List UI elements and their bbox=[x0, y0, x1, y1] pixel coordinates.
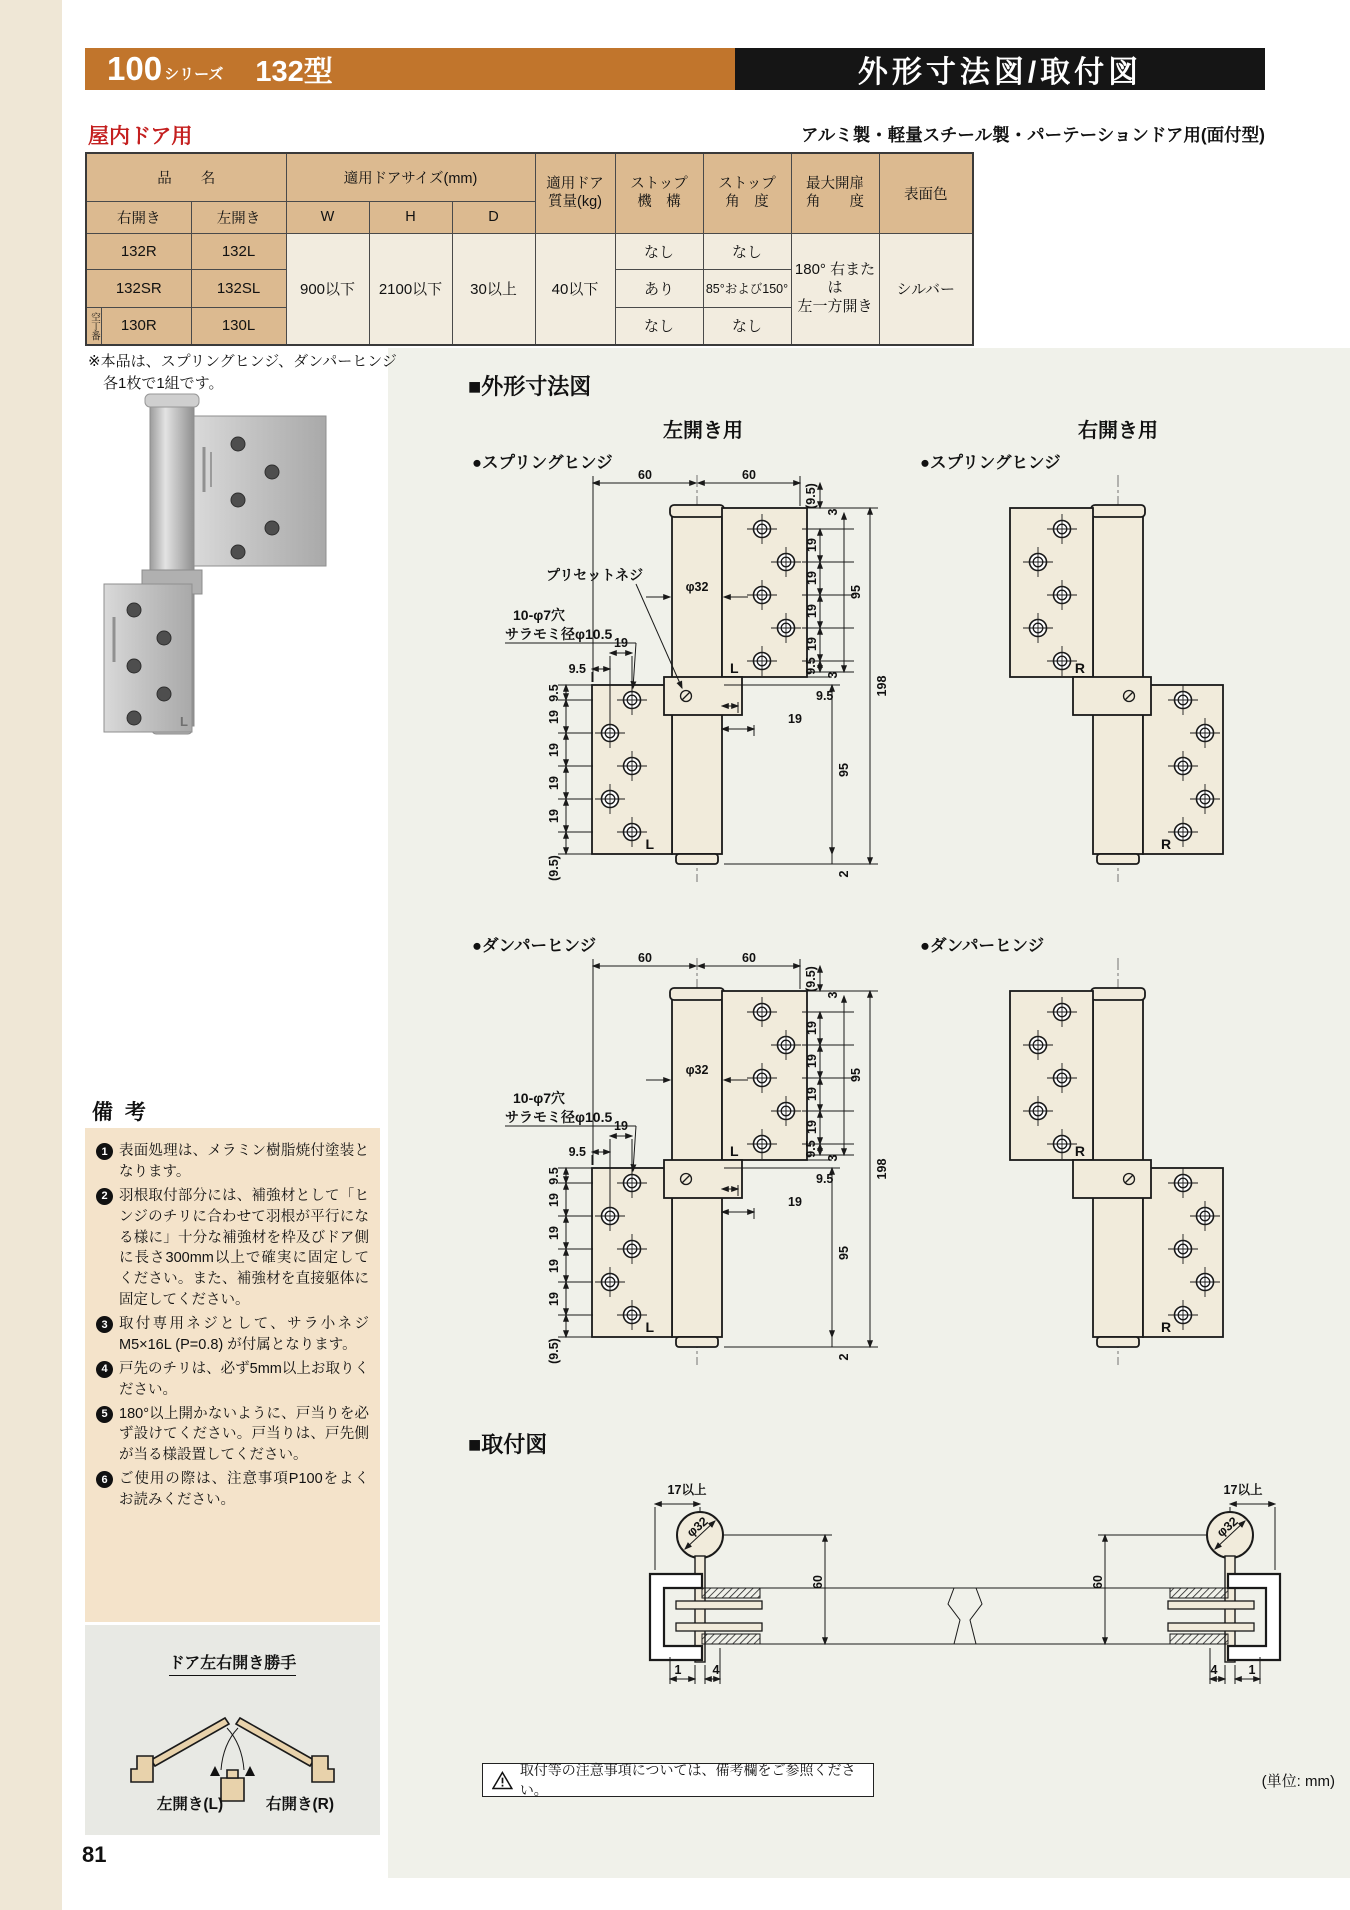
svg-text:19: 19 bbox=[805, 1087, 819, 1101]
svg-text:1: 1 bbox=[1248, 1663, 1256, 1677]
svg-text:95: 95 bbox=[837, 763, 851, 777]
page-title: 外形寸法図/取付図 bbox=[735, 48, 1265, 90]
stop-mech-cell: なし bbox=[615, 233, 703, 269]
svg-text:9.5: 9.5 bbox=[547, 1167, 561, 1185]
drawing-damper-right bbox=[995, 953, 1245, 1383]
svg-text:19: 19 bbox=[547, 710, 561, 724]
svg-text:19: 19 bbox=[805, 1021, 819, 1035]
svg-text:19: 19 bbox=[547, 1226, 561, 1240]
stop-angle-cell: なし bbox=[703, 307, 791, 345]
series-banner bbox=[85, 48, 735, 90]
stop-mech-cell: あり bbox=[615, 269, 703, 307]
svg-text:φ32: φ32 bbox=[685, 1063, 709, 1077]
hand-mark: R bbox=[1074, 1143, 1085, 1159]
table-row bbox=[86, 233, 973, 269]
color-cell: シルバー bbox=[879, 233, 973, 345]
svg-text:9.5: 9.5 bbox=[816, 689, 834, 703]
material-label: アルミ製・軽量スチール製・パーテーションドア用(面付型) bbox=[800, 125, 1265, 145]
hand-mark: L bbox=[730, 1143, 739, 1159]
left-open-column-title: 左開き用 bbox=[663, 420, 743, 442]
hand-mark: L bbox=[645, 836, 654, 852]
stop-angle-cell: なし bbox=[703, 233, 791, 269]
spring-hinge-label-left: ●スプリングヒンジ bbox=[472, 454, 613, 472]
svg-text:19: 19 bbox=[805, 1054, 819, 1068]
size-h-cell: 2100以下 bbox=[369, 233, 452, 345]
hand-mark: R bbox=[1161, 1319, 1172, 1335]
dim-label: φ32 bbox=[685, 580, 709, 594]
col-header-weight: 適用ドア 質量(kg) bbox=[535, 153, 615, 233]
spring-hinge-label-right: ●スプリングヒンジ bbox=[920, 454, 1061, 472]
svg-text:3: 3 bbox=[826, 1154, 840, 1162]
svg-text:φ32: φ32 bbox=[1214, 1514, 1241, 1540]
install-diagram-left bbox=[590, 1482, 990, 1707]
dim-label: 60 bbox=[638, 470, 652, 482]
col-header-left-open: 左開き bbox=[191, 201, 286, 233]
holes-label2: サラモミ径φ10.5 bbox=[505, 1109, 613, 1125]
warning-icon bbox=[492, 1771, 513, 1790]
model-cell: 空丁番 130R bbox=[86, 307, 191, 345]
svg-text:19: 19 bbox=[547, 1292, 561, 1306]
remark-item: 2 羽根取付部分には、補強材として「ヒンジのチリに合わせて羽根が平行になる様に」十分な補強材を枠及びドア側に長さ300mm以上で確実に固定してください。また、補強材を直接躯体に固定してください。 bbox=[96, 1186, 369, 1311]
col-header-color: 表面色 bbox=[879, 153, 973, 233]
svg-text:19: 19 bbox=[547, 743, 561, 757]
col-header-size: 適用ドアサイズ(mm) bbox=[286, 153, 535, 201]
weight-cell: 40以下 bbox=[535, 233, 615, 345]
svg-text:95: 95 bbox=[849, 585, 863, 599]
install-section-title: ■取付図 bbox=[468, 1432, 548, 1457]
svg-text:9.5: 9.5 bbox=[816, 1172, 834, 1186]
hand-mark: L bbox=[730, 660, 739, 676]
right-open-label: 右開き(R) bbox=[265, 1796, 335, 1813]
damper-hinge-label-left: ●ダンパーヒンジ bbox=[472, 937, 597, 955]
svg-text:95: 95 bbox=[837, 1246, 851, 1260]
left-open-label: 左開き(L) bbox=[156, 1796, 224, 1813]
holes-label: 10-φ7穴 bbox=[513, 1090, 566, 1106]
door-swing-diagram bbox=[85, 1682, 380, 1832]
model-number: 132型 bbox=[255, 55, 333, 88]
holes-label: 10-φ7穴 bbox=[513, 607, 566, 623]
svg-text:198: 198 bbox=[875, 1158, 889, 1180]
hand-mark: R bbox=[1074, 660, 1085, 676]
col-header-max-open: 最大開扉 角 度 bbox=[791, 153, 879, 233]
stop-mech-cell: なし bbox=[615, 307, 703, 345]
model-cell: 132L bbox=[191, 233, 286, 269]
door-swing-title: ドア左右開き勝手 bbox=[169, 1650, 297, 1676]
svg-text:19: 19 bbox=[547, 776, 561, 790]
remarks-title: 備 考 bbox=[92, 1101, 149, 1124]
series-suffix: シリーズ bbox=[164, 65, 224, 83]
col-header-h: H bbox=[369, 201, 452, 233]
model-cell: 132SR bbox=[86, 269, 191, 307]
model-cell: 130L bbox=[191, 307, 286, 345]
svg-text:3: 3 bbox=[826, 508, 840, 516]
svg-text:(9.5): (9.5) bbox=[547, 1338, 561, 1364]
svg-text:(9.5): (9.5) bbox=[804, 966, 818, 992]
svg-text:19: 19 bbox=[805, 604, 819, 618]
svg-text:9.5: 9.5 bbox=[804, 657, 818, 675]
drawing-spring-right bbox=[995, 470, 1245, 900]
remark-item: 3 取付専用ネジとして、サラ小ネジM5×16L (P=0.8) が付属となります。 bbox=[96, 1314, 369, 1356]
svg-text:9.5: 9.5 bbox=[547, 684, 561, 702]
right-open-column-title: 右開き用 bbox=[1078, 420, 1158, 442]
model-cell: 132SL bbox=[191, 269, 286, 307]
svg-text:φ32: φ32 bbox=[684, 1514, 711, 1540]
drawing-spring-left bbox=[440, 470, 890, 900]
remark-item: 6 ご使用の際は、注意事項P100をよくお読みください。 bbox=[96, 1469, 369, 1511]
dim-label: 60 bbox=[742, 470, 756, 482]
svg-text:60: 60 bbox=[1091, 1575, 1105, 1589]
svg-text:9.5: 9.5 bbox=[568, 1145, 586, 1159]
svg-text:19: 19 bbox=[547, 1193, 561, 1207]
install-diagram-right bbox=[940, 1482, 1340, 1707]
col-header-d: D bbox=[452, 201, 535, 233]
svg-text:4: 4 bbox=[712, 1663, 720, 1677]
svg-text:19: 19 bbox=[788, 1195, 802, 1209]
svg-text:4: 4 bbox=[1210, 1663, 1218, 1677]
series-number: 100 bbox=[107, 50, 163, 87]
svg-text:60: 60 bbox=[638, 953, 652, 965]
svg-text:3: 3 bbox=[826, 671, 840, 679]
svg-text:60: 60 bbox=[742, 953, 756, 965]
warning-note: 取付等の注意事項については、備考欄をご参照ください。 bbox=[482, 1763, 874, 1797]
hand-mark: L bbox=[645, 1319, 654, 1335]
size-d-cell: 30以上 bbox=[452, 233, 535, 345]
svg-text:198: 198 bbox=[875, 675, 889, 697]
svg-text:60: 60 bbox=[811, 1575, 825, 1589]
spec-table bbox=[85, 152, 974, 346]
unit-note: (単位: mm) bbox=[1261, 1773, 1335, 1790]
dim-label: 19 bbox=[614, 636, 628, 650]
max-open-cell: 180° 右または 左一方開き bbox=[791, 233, 879, 345]
svg-text:19: 19 bbox=[805, 637, 819, 651]
svg-text:(9.5): (9.5) bbox=[804, 483, 818, 509]
page-number: 81 bbox=[82, 1842, 107, 1867]
stop-angle-cell: 85°および150° bbox=[703, 269, 791, 307]
svg-text:9.5: 9.5 bbox=[804, 1140, 818, 1158]
remarks-box bbox=[85, 1128, 380, 1622]
svg-text:19: 19 bbox=[805, 571, 819, 585]
svg-text:(9.5): (9.5) bbox=[547, 855, 561, 881]
preset-screw-label: プリセットネジ bbox=[546, 567, 644, 583]
svg-text:19: 19 bbox=[805, 538, 819, 552]
left-margin-band bbox=[0, 0, 62, 1910]
svg-text:2: 2 bbox=[837, 1353, 851, 1361]
hand-mark: R bbox=[1161, 836, 1172, 852]
damper-hinge-label-right: ●ダンパーヒンジ bbox=[920, 937, 1045, 955]
svg-text:19: 19 bbox=[547, 809, 561, 823]
col-header-stop-angle: ストップ 角 度 bbox=[703, 153, 791, 233]
product-photo bbox=[92, 392, 334, 737]
svg-text:2: 2 bbox=[837, 870, 851, 878]
dim-label: 17以上 bbox=[1223, 1483, 1263, 1497]
remark-item: 1 表面処理は、メラミン樹脂焼付塗装となります。 bbox=[96, 1141, 369, 1183]
size-w-cell: 900以下 bbox=[286, 233, 369, 345]
col-header-right-open: 右開き bbox=[86, 201, 191, 233]
col-header-w: W bbox=[286, 201, 369, 233]
svg-text:19: 19 bbox=[805, 1120, 819, 1134]
photo-mark-l: L bbox=[180, 714, 188, 729]
svg-text:1: 1 bbox=[674, 1663, 682, 1677]
model-cell: 132R bbox=[86, 233, 191, 269]
svg-text:19: 19 bbox=[614, 1119, 628, 1133]
col-header-stop-mech: ストップ 機 構 bbox=[615, 153, 703, 233]
dim-label: 17以上 bbox=[667, 1483, 707, 1497]
holes-label2: サラモミ径φ10.5 bbox=[505, 626, 613, 642]
svg-text:19: 19 bbox=[547, 1259, 561, 1273]
dim-label: 9.5 bbox=[568, 662, 586, 676]
drawing-damper-left bbox=[440, 953, 890, 1383]
outline-section-title: ■外形寸法図 bbox=[468, 374, 592, 399]
col-header-name: 品 名 bbox=[86, 153, 286, 201]
svg-text:95: 95 bbox=[849, 1068, 863, 1082]
svg-text:19: 19 bbox=[788, 712, 802, 726]
svg-text:3: 3 bbox=[826, 991, 840, 999]
remark-item: 4 戸先のチリは、必ず5mm以上お取りください。 bbox=[96, 1359, 369, 1401]
dummy-hinge-tag: 空丁番 bbox=[87, 308, 102, 345]
usage-label: 屋内ドア用 bbox=[88, 125, 193, 148]
set-note: ※本品は、スプリングヒンジ、ダンパーヒンジ 各1枚で1組です。 bbox=[88, 353, 397, 392]
remark-item: 5 180°以上開かないように、戸当りを必ず設けてください。戸当りは、戸先側が当る様設置してください。 bbox=[96, 1404, 369, 1467]
